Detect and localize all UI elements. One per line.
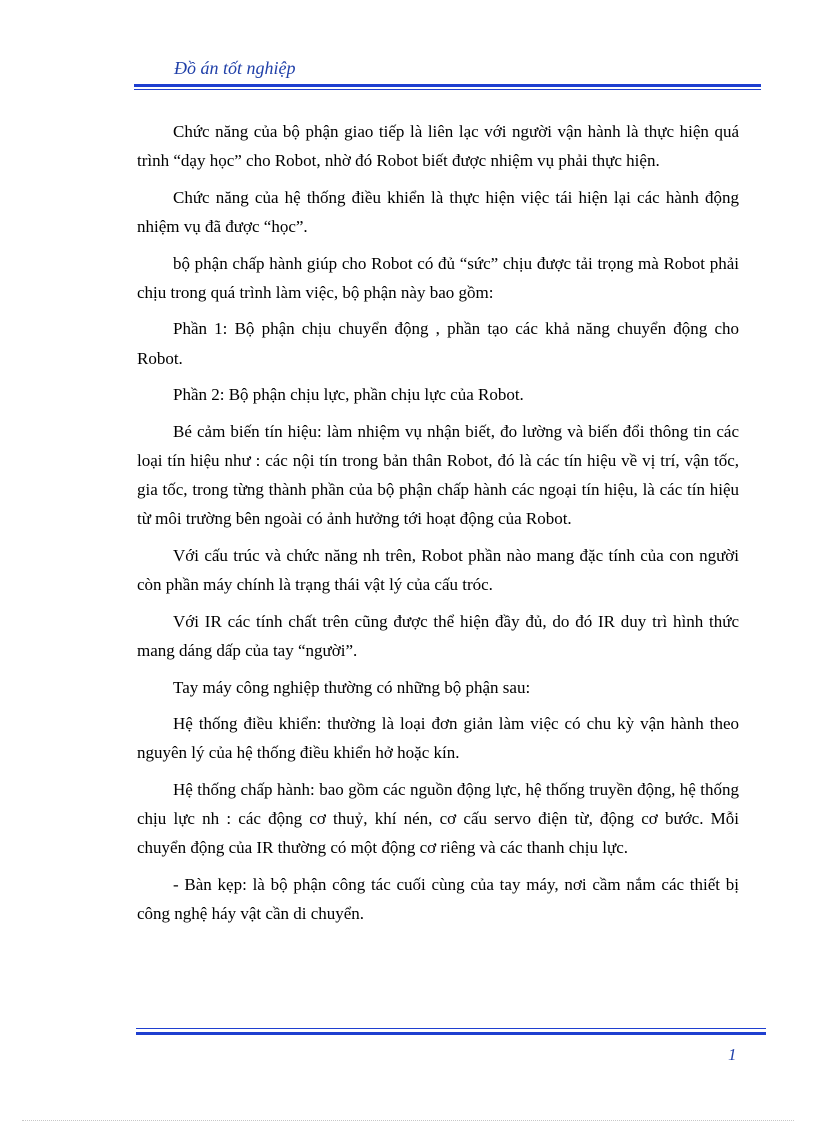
paragraph-10: Hệ thống điều khiển: thường là loại đơn giản làm việc có chu kỳ vận hành theo nguyên lý của hệ thống điều khiển hở hoặc kín. <box>137 714 739 763</box>
paragraph-9: Tay máy công nghiệp thường có những bộ phận sau: <box>173 677 531 697</box>
paragraph-11: Hệ thống chấp hành: bao gồm các nguồn động lực, hệ thống truyền động, hệ thống chịu lực nh : các động cơ thuỷ, khí nén, cơ cấu servo điện từ, động cơ bước. Mỗi chuyển động của IR thường có một động cơ riêng và các thanh chịu lực. <box>137 779 739 858</box>
paragraph-5: Phần 2: Bộ phận chịu lực, phần chịu lực của Robot. <box>173 385 524 405</box>
header-rule-thin <box>134 89 761 90</box>
page-edge-divider <box>22 1120 794 1121</box>
paragraph-4: Phần 1: Bộ phận chịu chuyển động , phần tạo các khả năng chuyển động cho Robot. <box>137 319 739 368</box>
header-rule-thick <box>134 84 761 87</box>
footer-rule-thin <box>136 1028 766 1029</box>
paragraph-12: - Bàn kẹp: là bộ phận công tác cuối cùng của tay máy, nơi cầm nắm các thiết bị công nghệ háy vật cần di chuyển. <box>137 874 739 924</box>
paragraph-3: bộ phận chấp hành giúp cho Robot có đủ “sức” chịu được tải trọng mà Robot phải chịu trong quá trình làm việc, bộ phận này bao gồm: <box>137 253 739 302</box>
body-text <box>137 117 739 936</box>
paragraph-2: Chức năng của hệ thống điều khiển là thực hiện việc tái hiện lại các hành động nhiệm vụ đã được “học”. <box>137 187 739 236</box>
paragraph-1: Chức năng của bộ phận giao tiếp là liên lạc với người vận hành là thực hiện quá trình “dạy học” cho Robot, nhờ đó Robot biết được nhiệm vụ phải thực hiện. <box>137 122 739 171</box>
paragraph-8: Với IR các tính chất trên cũng được thể hiện đầy đủ, do đó IR duy trì hình thức mang dáng dấp của tay “người”. <box>137 611 739 660</box>
footer-rule-thick <box>136 1032 766 1035</box>
page-number: 1 <box>728 1045 737 1064</box>
header-title: Đồ án tốt nghiệp <box>174 58 296 78</box>
paragraph-7: Với cấu trúc và chức năng nh trên, Robot phần nào mang đặc tính của con người còn phần máy chính là trạng thái vật lý của cấu tróc. <box>137 545 739 595</box>
paragraph-6: Bé cảm biến tín hiệu: làm nhiệm vụ nhận biết, đo lường và biến đổi thông tin các loại tín hiệu như : các nội tín trong bản thân Robot, đó là các tín hiệu về vị trí, vận tốc, gia tốc, trong từng thành phần của bộ phận chấp hành các ngoại tín hiệu, là các tín hiệu từ môi trường bên ngoài có ảnh hưởng tới hoạt động của Robot. <box>137 421 739 529</box>
